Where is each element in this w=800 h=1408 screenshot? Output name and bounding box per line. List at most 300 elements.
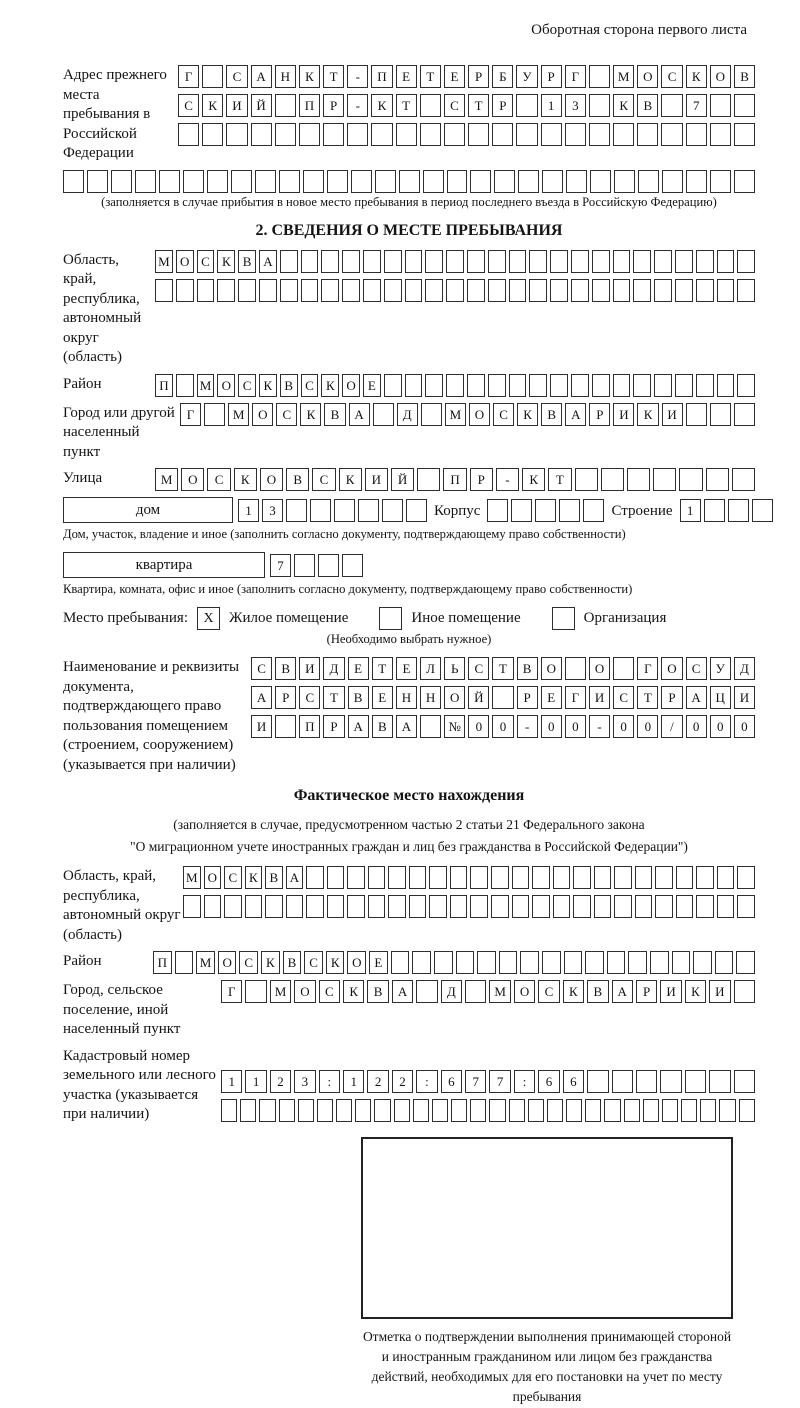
char-box — [633, 374, 651, 397]
char-box — [202, 123, 223, 146]
char-box — [294, 554, 315, 577]
char-box: А — [251, 65, 272, 88]
actual-district-label: Район — [63, 953, 102, 970]
char-box: 6 — [441, 1070, 462, 1093]
char-box — [468, 123, 489, 146]
char-box — [429, 895, 447, 918]
char-box — [488, 279, 506, 302]
char-box — [384, 250, 402, 273]
char-box — [704, 499, 725, 522]
char-box: Р — [470, 468, 493, 491]
char-box — [396, 123, 417, 146]
char-box — [240, 1099, 256, 1122]
char-box — [565, 657, 586, 680]
char-box — [323, 123, 344, 146]
char-box — [467, 279, 485, 302]
city-label: Город или другой населенный пункт — [63, 404, 175, 460]
apartment-cells — [270, 554, 363, 577]
char-box — [159, 170, 180, 193]
char-box: А — [392, 980, 413, 1003]
char-box — [696, 250, 714, 273]
char-box: 0 — [686, 715, 707, 738]
char-box — [737, 279, 755, 302]
char-box: 0 — [637, 715, 658, 738]
char-box — [456, 951, 475, 974]
char-box: В — [280, 374, 298, 397]
char-box — [518, 170, 539, 193]
char-box — [516, 123, 537, 146]
char-box — [734, 170, 755, 193]
char-box: М — [197, 374, 215, 397]
char-box: П — [299, 94, 320, 117]
char-box — [494, 170, 515, 193]
char-box: 3 — [565, 94, 586, 117]
char-box: В — [587, 980, 608, 1003]
char-box — [710, 170, 731, 193]
char-box — [575, 468, 598, 491]
char-box: Р — [589, 403, 610, 426]
char-box: С — [238, 374, 256, 397]
char-box — [259, 1099, 275, 1122]
region-label: Область, край, республика, автономный округ (область) — [63, 251, 142, 365]
stamp-note: Отметка о подтверждении выполнения принимающей стороной и иностранным гражданином или лицом без гражданства действий, необходимых для его постановки на учет по месту пребывания — [362, 1328, 732, 1405]
actual-region-row-1 — [183, 866, 755, 889]
actual-city-block — [63, 980, 755, 1040]
char-box: Д — [441, 980, 462, 1003]
char-box — [420, 715, 441, 738]
char-box — [676, 895, 694, 918]
char-box — [183, 895, 201, 918]
char-box — [589, 94, 610, 117]
char-box — [681, 1099, 697, 1122]
char-box: И — [251, 715, 272, 738]
char-box — [420, 94, 441, 117]
char-box — [509, 374, 527, 397]
char-box — [491, 866, 509, 889]
char-box: С — [224, 866, 242, 889]
char-box — [686, 403, 707, 426]
char-box — [446, 250, 464, 273]
char-box: В — [541, 403, 562, 426]
other-premises-checkbox — [379, 607, 402, 630]
char-box — [470, 895, 488, 918]
char-box: А — [286, 866, 304, 889]
char-box — [717, 374, 735, 397]
char-box — [477, 951, 496, 974]
char-box — [226, 123, 247, 146]
char-box — [470, 170, 491, 193]
char-box — [717, 895, 735, 918]
char-box — [406, 499, 427, 522]
char-box — [286, 499, 307, 522]
char-box — [573, 866, 591, 889]
char-box: М — [155, 250, 173, 273]
char-box: С — [301, 374, 319, 397]
char-box: Т — [323, 686, 344, 709]
char-box: 1 — [541, 94, 562, 117]
char-box: С — [468, 657, 489, 680]
char-box: 7 — [465, 1070, 486, 1093]
char-box — [535, 499, 556, 522]
apartment-note: Квартира, комната, офис и иное (заполнить согласно документу, подтверждающему право собственности) — [63, 582, 633, 596]
char-box: 0 — [613, 715, 634, 738]
char-box — [614, 866, 632, 889]
char-box — [654, 279, 672, 302]
previous-address-block — [63, 65, 755, 164]
char-box: С — [197, 250, 215, 273]
char-box: : — [514, 1070, 535, 1093]
char-box — [447, 170, 468, 193]
char-box — [696, 279, 714, 302]
char-box: К — [517, 403, 538, 426]
char-box: Л — [420, 657, 441, 680]
char-box — [425, 374, 443, 397]
char-box: 0 — [492, 715, 513, 738]
char-box: А — [251, 686, 272, 709]
char-box — [509, 279, 527, 302]
char-box — [734, 403, 755, 426]
char-box: И — [226, 94, 247, 117]
char-box: С — [239, 951, 258, 974]
char-box: Т — [420, 65, 441, 88]
region-block — [63, 250, 755, 368]
char-box — [275, 715, 296, 738]
char-box — [653, 468, 676, 491]
char-box — [409, 866, 427, 889]
char-box: Г — [565, 65, 586, 88]
char-box — [412, 951, 431, 974]
char-box: 0 — [710, 715, 731, 738]
char-box: У — [710, 657, 731, 680]
char-box — [594, 895, 612, 918]
char-box — [585, 1099, 601, 1122]
char-box: В — [637, 94, 658, 117]
char-box — [451, 1099, 467, 1122]
char-box: Р — [275, 686, 296, 709]
char-box: 2 — [270, 1070, 291, 1093]
char-box — [662, 170, 683, 193]
char-box: В — [275, 657, 296, 680]
char-box — [693, 951, 712, 974]
char-box — [529, 250, 547, 273]
char-box — [573, 895, 591, 918]
page-side-note: Оборотная сторона первого листа — [531, 22, 747, 38]
char-box — [696, 866, 714, 889]
char-box — [347, 123, 368, 146]
korpus-cells — [487, 499, 604, 522]
document-label: Наименование и реквизиты документа, подтверждающего право пользования помещением (строением, сооружением) (указывается при наличии) — [63, 659, 240, 773]
stroenie-label: Строение — [611, 502, 673, 519]
char-box: Е — [363, 374, 381, 397]
char-box: 1 — [343, 1070, 364, 1093]
char-box — [709, 1070, 730, 1093]
char-box — [550, 374, 568, 397]
city-block — [63, 403, 755, 463]
char-box — [384, 374, 402, 397]
char-box: - — [589, 715, 610, 738]
char-box: К — [321, 374, 339, 397]
char-box — [660, 1070, 681, 1093]
char-box — [696, 895, 714, 918]
char-box — [700, 1099, 716, 1122]
char-box: Т — [372, 657, 393, 680]
char-box: 7 — [686, 94, 707, 117]
char-box — [734, 94, 755, 117]
char-box — [675, 250, 693, 273]
char-box — [286, 895, 304, 918]
char-box — [650, 951, 669, 974]
char-box: С — [312, 468, 335, 491]
char-box — [306, 866, 324, 889]
char-box — [465, 980, 486, 1003]
char-box — [635, 866, 653, 889]
char-box: О — [514, 980, 535, 1003]
actual-district-block — [63, 951, 755, 974]
char-box — [553, 895, 571, 918]
char-box — [550, 279, 568, 302]
char-box: В — [265, 866, 283, 889]
char-box — [736, 951, 755, 974]
char-box: С — [444, 94, 465, 117]
char-box — [613, 123, 634, 146]
char-box: Р — [541, 65, 562, 88]
actual-city-label: Город, сельское поселение, иной населенный пункт — [63, 982, 181, 1038]
char-box: К — [637, 403, 658, 426]
char-box — [432, 1099, 448, 1122]
char-box: А — [565, 403, 586, 426]
char-box — [280, 279, 298, 302]
char-box — [542, 951, 561, 974]
street-block — [63, 468, 755, 491]
char-box — [734, 1070, 755, 1093]
char-box — [592, 374, 610, 397]
char-box — [279, 170, 300, 193]
char-box — [601, 468, 624, 491]
actual-district-row — [153, 951, 755, 974]
char-box: Т — [548, 468, 571, 491]
char-box — [654, 374, 672, 397]
char-box: / — [661, 715, 682, 738]
char-box: А — [612, 980, 633, 1003]
document-row-2 — [251, 686, 755, 709]
char-box: О — [218, 951, 237, 974]
char-box: О — [342, 374, 360, 397]
char-box — [155, 279, 173, 302]
char-box: 3 — [294, 1070, 315, 1093]
char-box — [388, 866, 406, 889]
char-box — [388, 895, 406, 918]
char-box: У — [516, 65, 537, 88]
previous-address-row-3 — [178, 123, 755, 146]
char-box — [559, 499, 580, 522]
char-box — [405, 279, 423, 302]
char-box — [204, 895, 222, 918]
char-box: Р — [661, 686, 682, 709]
char-box: 0 — [565, 715, 586, 738]
char-box: О — [637, 65, 658, 88]
char-box: С — [226, 65, 247, 88]
char-box — [467, 250, 485, 273]
char-box — [373, 403, 394, 426]
char-box — [368, 866, 386, 889]
char-box — [492, 686, 513, 709]
char-box: 6 — [563, 1070, 584, 1093]
char-box — [368, 895, 386, 918]
char-box — [467, 374, 485, 397]
char-box — [643, 1099, 659, 1122]
char-box — [719, 1099, 735, 1122]
char-box — [374, 1099, 390, 1122]
char-box: 0 — [541, 715, 562, 738]
region-row-1 — [155, 250, 755, 273]
previous-address-label: Адрес прежнего места пребывания в Российской Федерации — [63, 67, 167, 161]
actual-city-row — [221, 980, 755, 1003]
char-box — [334, 499, 355, 522]
char-box — [202, 65, 223, 88]
street-row — [155, 468, 755, 491]
char-box — [423, 170, 444, 193]
char-box: Т — [492, 657, 513, 680]
char-box — [509, 250, 527, 273]
char-box: И — [660, 980, 681, 1003]
char-box — [613, 374, 631, 397]
char-box — [637, 123, 658, 146]
char-box — [111, 170, 132, 193]
char-box — [717, 250, 735, 273]
char-box: В — [517, 657, 538, 680]
char-box — [421, 403, 442, 426]
char-box: О — [589, 657, 610, 680]
char-box — [491, 895, 509, 918]
char-box — [492, 123, 513, 146]
char-box: С — [251, 657, 272, 680]
char-box: Е — [396, 65, 417, 88]
char-box: В — [372, 715, 393, 738]
char-box — [327, 866, 345, 889]
house-note: Дом, участок, владение и иное (заполнить согласно документу, подтверждающему право собственности) — [63, 527, 626, 541]
char-box: Ь — [444, 657, 465, 680]
char-box — [63, 170, 84, 193]
char-box — [176, 279, 194, 302]
char-box: О — [176, 250, 194, 273]
char-box: № — [444, 715, 465, 738]
char-box: М — [613, 65, 634, 88]
actual-region-block — [63, 866, 755, 945]
char-box: Р — [323, 715, 344, 738]
char-box — [686, 170, 707, 193]
char-box — [207, 170, 228, 193]
char-box: К — [259, 374, 277, 397]
char-box: М — [445, 403, 466, 426]
char-box — [737, 374, 755, 397]
char-box — [405, 250, 423, 273]
residential-checkbox: X — [197, 607, 220, 630]
char-box — [275, 94, 296, 117]
char-box: Г — [180, 403, 201, 426]
char-box: М — [270, 980, 291, 1003]
char-box — [614, 895, 632, 918]
cadastre-block — [63, 1046, 755, 1125]
char-box — [589, 123, 610, 146]
char-box: Й — [468, 686, 489, 709]
char-box: Р — [468, 65, 489, 88]
char-box: Р — [492, 94, 513, 117]
char-box — [564, 951, 583, 974]
char-box: К — [202, 94, 223, 117]
char-box: К — [613, 94, 634, 117]
char-box — [662, 1099, 678, 1122]
char-box: К — [522, 468, 545, 491]
char-box — [541, 123, 562, 146]
char-box: И — [734, 686, 755, 709]
cadastre-row-1 — [221, 1070, 755, 1093]
char-box: О — [294, 980, 315, 1003]
char-box — [446, 279, 464, 302]
char-box: С — [178, 94, 199, 117]
cadastre-label: Кадастровый номер земельного или лесного участка (указывается при наличии) — [63, 1047, 216, 1123]
stay-option-residential — [197, 607, 348, 630]
char-box: - — [347, 94, 368, 117]
char-box: В — [324, 403, 345, 426]
char-box — [594, 866, 612, 889]
char-box: М — [489, 980, 510, 1003]
char-box: 1 — [680, 499, 701, 522]
actual-location-title: Фактическое место нахождения — [293, 787, 525, 804]
char-box: Г — [178, 65, 199, 88]
actual-location-note-1: (заполняется в случае, предусмотренном частью 2 статьи 21 Федерального закона — [173, 817, 645, 832]
char-box: Р — [323, 94, 344, 117]
char-box: О — [347, 951, 366, 974]
char-box — [528, 1099, 544, 1122]
char-box: Г — [221, 980, 242, 1003]
char-box — [679, 468, 702, 491]
char-box — [175, 951, 194, 974]
char-box — [520, 951, 539, 974]
char-box — [532, 895, 550, 918]
char-box — [336, 1099, 352, 1122]
korpus-label: Корпус — [434, 502, 481, 519]
char-box: О — [469, 403, 490, 426]
char-box — [638, 170, 659, 193]
house-row — [63, 497, 755, 523]
char-box: П — [371, 65, 392, 88]
char-box — [715, 951, 734, 974]
char-box: С — [493, 403, 514, 426]
char-box: О — [444, 686, 465, 709]
char-box — [301, 279, 319, 302]
char-box — [655, 895, 673, 918]
char-box — [384, 279, 402, 302]
char-box: Р — [517, 686, 538, 709]
char-box — [550, 250, 568, 273]
char-box: П — [155, 374, 173, 397]
char-box: П — [443, 468, 466, 491]
district-label: Район — [63, 375, 102, 392]
char-box: И — [365, 468, 388, 491]
char-box — [675, 374, 693, 397]
char-box: С — [686, 657, 707, 680]
stay-type-label: Место пребывания: — [63, 610, 188, 626]
char-box: К — [245, 866, 263, 889]
char-box — [589, 65, 610, 88]
char-box — [399, 170, 420, 193]
char-box — [487, 499, 508, 522]
char-box — [565, 123, 586, 146]
char-box — [728, 499, 749, 522]
char-box — [571, 250, 589, 273]
stay-option-organization — [552, 607, 667, 630]
char-box: С — [319, 980, 340, 1003]
